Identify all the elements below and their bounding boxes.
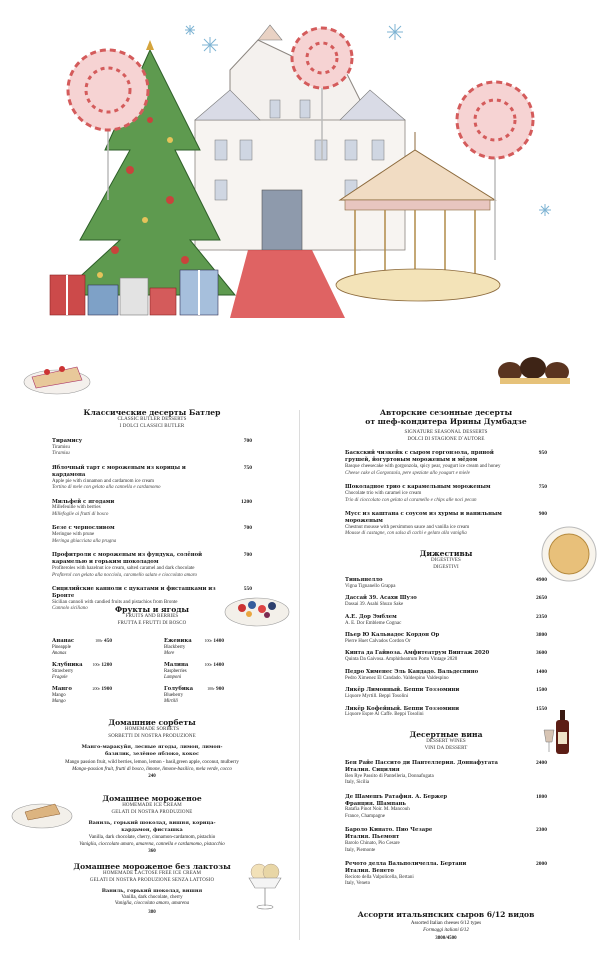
item-name: Тиньянелло [345,576,383,583]
item-name: Бароло Кинато. Пио Чезаре [345,827,433,834]
left-menu-column [52,408,252,613]
item-name: Де Шамешъ Ратафия. А. Бержер [345,793,448,800]
cake-slice-illustration [22,352,92,397]
item-name: Голубика [164,686,194,692]
red-carpet [230,250,345,318]
item-price: 1200 [101,662,112,668]
menu-item [52,499,252,519]
item-name: Тирамису [52,437,83,444]
menu-item [345,794,547,821]
ice-cream-section [52,794,252,856]
item-name: Речото делла Вальполичелла. Бертани [345,861,467,868]
item-weight: 100г [207,686,215,691]
item-it: Fragole [52,675,68,681]
item-country: Italy, Veneto [345,881,371,887]
item-en: Ben Rye Passito di Pantelleria, Donnafugata [345,773,434,779]
item-name: Кинта да Гайвоза. Амфитеатрум Винтаж 2020 [345,650,490,657]
menu-item [52,525,252,545]
fruit-item [164,638,224,657]
item-it: Mango [52,699,66,705]
item-price: 3600 [536,650,547,657]
item-name: Ананас [52,638,75,644]
section-subtitle-en: FRUITS AND BERRIES [125,614,179,620]
item-country: France, Champagne [345,813,385,819]
item-price: 2300 [536,827,547,834]
section-subtitle-en: DESSERT WINES [426,739,466,745]
item-weight: 200г [92,686,101,691]
section-title: Классические десерты Батлер [83,408,221,417]
signature-desserts-section [345,408,547,538]
section-subtitle-en: HOMEMADE SORBETS [124,727,180,733]
item-en: Liquore Myrtill. Beppi Tosolini [345,694,409,700]
item-en: Basque cheesecake with gorgonzola, spicy pear, yougurt ice cream and honey [345,464,501,470]
menu-item [52,465,252,492]
section-subtitle-en: DIGESTIVES [431,558,461,564]
item-price: 2650 [536,595,547,602]
flavors-ru: Ваниль, горький шоколад, вишня [101,887,203,894]
item-it: Ananas [52,651,67,657]
section-title: Авторские сезонные десерты [379,408,513,417]
item-name: Ликёр Лимонный. Беппи Тоззомини [345,687,460,694]
item-name: Безе с черносливом [52,525,115,532]
item-en: Profiteroles with hazelnut ice cream, salted caramel and dark chocolate [52,566,195,572]
menu-item [345,861,547,888]
digestives-section [345,549,547,719]
item-name: Пьер Ю Кальвадос Кордон Ор [345,632,440,639]
menu-item [345,577,547,590]
item-name: Мусс из каштана с соусом из хурмы и ванильным мороженым [345,511,502,524]
section-subtitle-it: SORBETTI DI NOSTRA PRODUZIONE [108,734,196,740]
item-it: Meringa ghiacciata alla prugna [52,538,117,544]
section-subtitle-it: FRUTTA E FRUTTI DI BOSCO [117,621,187,627]
item-price: 2400 [536,759,547,766]
item-name: Мильфей с ягодами [52,498,115,505]
flavors-ru: Манго-маракуйя, лесные ягоды, лимон, лимон-базилик, зелёное яблоко, кокос [81,743,223,757]
item-en: Liquore Espre Al Caffe. Beppi Tosolini [345,712,424,718]
menu-item [52,438,252,458]
section-subtitle-en: SIGNATURE SEASONAL DESSERTS [404,429,488,435]
item-region: Франция. Шампань [345,800,407,807]
fruit-item [52,662,112,681]
column-divider [299,410,300,940]
item-name: Шоколадное трио с карамельным мороженым [345,484,491,491]
item-weight: 100г [92,662,101,667]
item-it: Lamponi [164,675,182,681]
menu-item [345,595,547,608]
item-it: More [164,651,175,657]
item-en: Pineapple [52,644,71,650]
flavors-it: Mango-passion fruit, frutti di bosco, limone, limone-basilico, mela verde, cocco [72,767,232,773]
item-price: 700 [243,552,252,559]
item-en: Meringue with prune [52,532,95,538]
item-en: Barolo Chinato, Pio Cesare [345,841,400,847]
section-subtitle-it: I DOLCI CLASSICI BUTLER [119,424,185,430]
fruit-item [52,686,112,705]
menu-item [345,632,547,645]
item-en: Pedro Ximenez El Candado. Valdespino Valdespino [345,675,449,681]
section-title: Фрукты и ягоды [114,605,190,614]
item-price: 240 [148,773,156,779]
menu-item [345,511,547,538]
item-en: Sicilian cannoli with candied fruits and pistachios from Bronte [52,599,178,605]
section-title: Ассорти итальянских сыров 6/12 видов [357,910,535,919]
item-it: Tortino di mele con gelato alla cannella e cardamomo [52,485,161,491]
section-subtitle-it: DIGESTIVI [433,565,459,571]
menu-item [345,650,547,663]
item-en: Raspberries [164,668,187,674]
section-subtitle-it: DOLCI DI STAGIONE D´AUTORE [407,436,485,442]
section-title: Домашнее мороженое без лактозы [73,862,231,871]
item-name: Баскский чизкейк с сыром горгонзола, пряной грушей, йогуртовым мороженым и мёдом [345,450,494,464]
classic-desserts-section [52,408,252,613]
item-price: 360 [148,848,156,854]
item-region: Италия. Венето [345,868,394,875]
section-subtitle-it: GELATI DI NOSTRA PRODUZIONE SENZA LATTOSIO [89,878,215,884]
item-name: Клубника [52,662,83,668]
pie-illustration [540,525,598,583]
item-price: 1400 [213,662,224,668]
item-price: 750 [538,484,547,491]
item-region: Италия. Пьемонт [345,834,400,841]
menu-item [345,706,547,719]
flavors-en: Vanilla, dark chocolate, cherry [121,894,183,900]
item-price: 1400 [536,668,547,675]
item-price: 1400 [213,638,224,644]
item-price: 750 [243,464,252,471]
item-en: Strawberry [52,668,74,674]
item-en: Mango [52,692,66,698]
item-name: Дассай 39. Асахи Шузо [345,595,417,602]
item-en: Tiramisu [52,444,70,450]
menu-item [345,687,547,700]
fruits-section [52,605,252,705]
menu-item [345,827,547,854]
item-name: Педро Хименес Эль Кандадо. Вальдеспино [345,668,479,675]
section-subtitle-it: GELATI DI NOSTRA PRODUZIONE [111,810,193,816]
item-price: 900 [216,686,224,692]
item-en: Quinta Da Gaivosa. Amphitheatrum Porto Vintage 2020 [345,657,458,663]
item-weight: 100г [204,662,213,667]
chocolate-desserts-illustration [495,350,575,390]
item-it: Profiterol con gelato alla nocciola, caramello salato e cioccolato amaro [52,572,197,578]
item-price: 1500 [536,687,547,694]
item-name: Сицилийские канноли с цукатами и фисташками из Бронте [52,586,216,599]
flavors-ru: Ваниль, горький шоколад, вишня, корица-кардамон, фисташка [88,819,216,833]
item-en: Chestnut mousse with persimmon sauce and vanilla ice cream [345,524,470,530]
item-price: 4900 [536,576,547,583]
item-name: Манго [52,686,72,692]
item-it: Trio di cioccolato con gelato al caramello e chips alle noci pecan [345,497,477,503]
section-title: Дижестивы [419,549,473,558]
item-it: Formaggi italiani 6/12 [423,928,469,934]
flavors-it: Vaniglia, cioccolato amaro, amarena, cannella e cardamomo, pistacchio [79,842,225,848]
item-region: Италия. Сицилия [345,766,400,773]
item-en: Pierre Huet Calvados Cordon Or [345,638,411,644]
item-en: Apple pie with cinnamon and cardamom ice cream [52,478,155,484]
item-it: Tiramisu [52,451,70,457]
section-subtitle-en: HOMEMADE LACTOSE FREE ICE CREAM [102,871,201,877]
item-price: 3800 [536,632,547,639]
fruit-item [164,662,224,681]
item-weight: 100г [204,638,213,643]
item-it: Mousse di castagne, con salsa di cachi e gelato alla vaniglia [345,531,467,537]
item-price: 380 [148,910,156,916]
item-en: Blackberry [164,644,186,650]
item-price: 450 [104,638,112,644]
menu-item [345,484,547,504]
item-price: 1800 [536,793,547,800]
dessert-wines-section [345,730,547,888]
item-en: Chocolate trio with caramel ice cream [345,491,422,497]
menu-item [52,552,252,579]
item-weight: 100г [95,638,103,643]
item-en: Assorted Italian cheeses 6/12 types [410,921,482,927]
item-price: 1200 [241,498,252,505]
section-subtitle-it: VINI DA DESSERT [424,746,468,752]
item-en: Ratafia Pinot Noir. M. Mancouh [345,807,410,813]
menu-item [345,669,547,682]
item-price: 700 [243,437,252,444]
item-en: A. E. Dor Embleme Cognac [345,620,402,626]
section-title: Десертные вина [409,730,483,739]
hero-illustration [0,0,600,340]
item-price: 2000 [536,861,547,868]
item-en: Recioto della Valpolicella, Bertani [345,874,414,880]
item-price: 550 [243,586,252,593]
flavors-en: Mango passion fruit, wild berries, lemon, lemon - basil,green apple, coconut, mulberry [65,760,239,766]
sorbets-section [52,718,252,781]
item-name: Яблочный тарт с мороженым из корицы и кардамона [52,464,186,478]
item-en: Vigna Tignanello Grappa [345,583,396,589]
item-name: Бен Райе Пассито ди Пантеллерия. Доннафугата [345,759,498,766]
section-subtitle-en: CLASSIC BUTLER DESSERTS [117,417,187,423]
item-it: Millefoglie ai frutti di bosco [52,511,109,517]
item-country: Italy, Sicilia [345,780,370,786]
item-it: Cheese cake al Gorgonzola, pere speziate allo yougurt e miele [345,470,470,476]
item-en: Dassai 39. Asahi Shuzo Sake [345,602,404,608]
menu-item [345,760,547,787]
item-name: Малина [164,662,189,668]
item-price: 1550 [536,705,547,712]
flavors-it: Vaniglia, cioccolato amaro, amarena [114,901,190,907]
section-title-line2: от шеф-кондитера Ирины Думбадзе [365,417,527,427]
fruit-item [164,686,224,705]
menu-item [345,614,547,627]
flavors-en: Vanilla, dark chocolate, cherry, cinnamon-cardamom, pistachio [88,835,216,841]
item-price: 900 [538,511,547,518]
item-name: А.Е. Дор Эмблем [345,613,397,620]
item-it: Cannolo siciliano [52,606,88,612]
fruit-item [52,638,112,657]
item-en: Blueberry [164,692,184,698]
item-en: Millefeuille with berries [52,505,101,511]
section-subtitle-en: HOMEMADE ICE CREAM [122,803,182,809]
item-name: Профитроли с мороженым из фундука, солёной карамелью и горьким шоколадом [52,552,203,566]
section-title: Домашние сорбеты [108,718,196,727]
item-price: 3800/4500 [435,935,457,941]
item-price: 2350 [536,613,547,620]
item-it: Mirtilli [164,699,178,705]
item-price: 1900 [101,686,112,692]
menu-item [345,450,547,477]
item-price: 700 [243,525,252,532]
lactose-free-section [52,862,252,917]
section-title: Домашнее мороженое [102,794,202,803]
item-name: Ликёр Кофейный. Беппи Тоззомини [345,705,460,712]
item-name: Ежевика [164,638,192,644]
cheese-section [345,910,547,943]
item-country: Italy, Piemonte [345,847,376,853]
item-price: 950 [538,450,547,457]
